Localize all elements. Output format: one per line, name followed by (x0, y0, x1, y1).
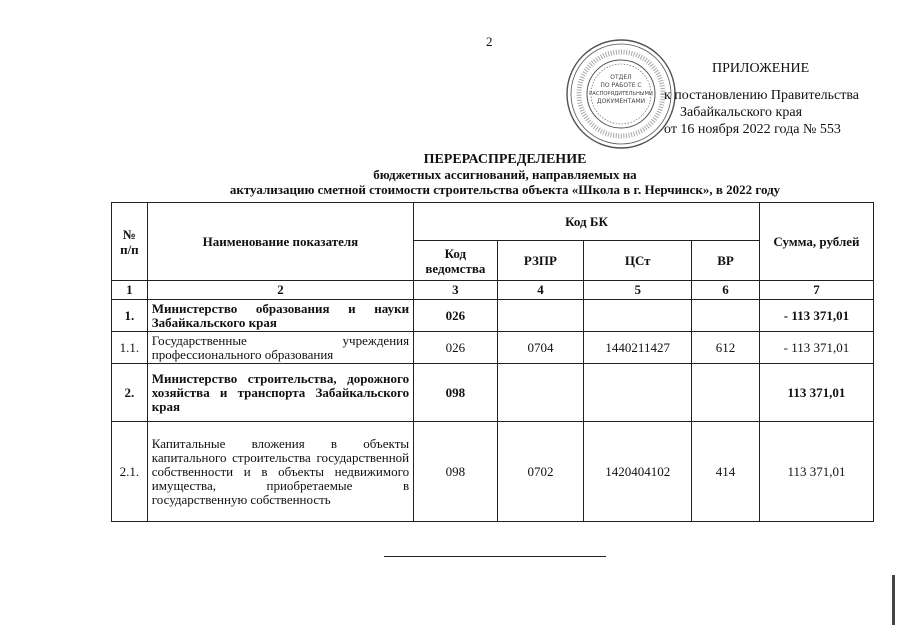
row-ved: 098 (414, 422, 498, 522)
appendix-heading: ПРИЛОЖЕНИЕ (712, 61, 810, 76)
appendix-line-2: Забайкальского края (680, 105, 803, 120)
index-row (112, 281, 874, 300)
row-sum: - 113 371,01 (759, 332, 873, 364)
stamp-line-4: ДОКУМЕНТАМИ (596, 98, 646, 105)
row-ved: 026 (414, 300, 498, 332)
index-cell: 4 (497, 281, 584, 300)
index-cell: 3 (414, 281, 498, 300)
table-row (112, 332, 874, 364)
page-number: 2 (486, 34, 493, 49)
row-vr (692, 364, 760, 422)
stamp-line-2: ПО РАБОТЕ С (600, 82, 642, 89)
row-name: Министерство образования и науки Забайкальского края (147, 300, 413, 332)
index-cell: 5 (584, 281, 692, 300)
row-vr: 612 (692, 332, 760, 364)
row-name: Капитальные вложения в объекты капитального строительства государственной собственности и в объекты недвижимого имущества, приобретаемые в государственную собственность (147, 422, 413, 522)
index-cell: 2 (147, 281, 413, 300)
row-sum: - 113 371,01 (759, 300, 873, 332)
header-sum: Сумма, рублей (759, 203, 873, 281)
row-rzpr: 0704 (497, 332, 584, 364)
row-num: 1.1. (112, 332, 148, 364)
row-rzpr (497, 300, 584, 332)
row-rzpr: 0702 (497, 422, 584, 522)
title-line-3: актуализацию сметной стоимости строительства объекта «Школа в г. Нерчинск», в 2022 году (229, 182, 781, 197)
row-cst: 1420404102 (584, 422, 692, 522)
table-row (112, 300, 874, 332)
row-name: Министерство строительства, дорожного хозяйства и транспорта Забайкальского края (147, 364, 413, 422)
header-name: Наименование показателя (147, 203, 413, 281)
row-cst (584, 300, 692, 332)
appendix-line-3: от 16 ноября 2022 года № 553 (664, 122, 841, 137)
row-num: 1. (112, 300, 148, 332)
stamp-line-1: ОТДЕЛ (610, 74, 632, 81)
scan-edge-mark (892, 575, 895, 625)
header-ved: Код ведомства (414, 241, 498, 281)
title-line-2: бюджетных ассигнований, направляемых на (373, 167, 637, 182)
row-vr (692, 300, 760, 332)
header-vr: ВР (692, 241, 760, 281)
appendix-block (664, 60, 894, 138)
row-cst (584, 364, 692, 422)
header-code-group: Код БК (414, 203, 760, 241)
document-title (160, 152, 850, 197)
header-cst: ЦСт (584, 241, 692, 281)
row-vr: 414 (692, 422, 760, 522)
footer-divider (384, 556, 606, 557)
stamp-line-3: РАСПОРЯДИТЕЛЬНЫМИ (589, 91, 653, 97)
row-name: Государственные учреждения профессионального образования (147, 332, 413, 364)
title-line-1: ПЕРЕРАСПРЕДЕЛЕНИЕ (423, 152, 587, 167)
index-cell: 6 (692, 281, 760, 300)
table-row (112, 422, 874, 522)
appendix-line-1: к постановлению Правительства (664, 88, 860, 103)
index-cell: 7 (759, 281, 873, 300)
header-num: № п/п (112, 203, 148, 281)
row-rzpr (497, 364, 584, 422)
row-ved: 026 (414, 332, 498, 364)
header-rzpr: РЗПР (497, 241, 584, 281)
row-cst: 1440211427 (584, 332, 692, 364)
row-num: 2. (112, 364, 148, 422)
row-sum: 113 371,01 (759, 364, 873, 422)
table-row (112, 364, 874, 422)
index-cell: 1 (112, 281, 148, 300)
row-num: 2.1. (112, 422, 148, 522)
row-ved: 098 (414, 364, 498, 422)
budget-table (111, 202, 874, 522)
row-sum: 113 371,01 (759, 422, 873, 522)
official-stamp (565, 38, 677, 150)
